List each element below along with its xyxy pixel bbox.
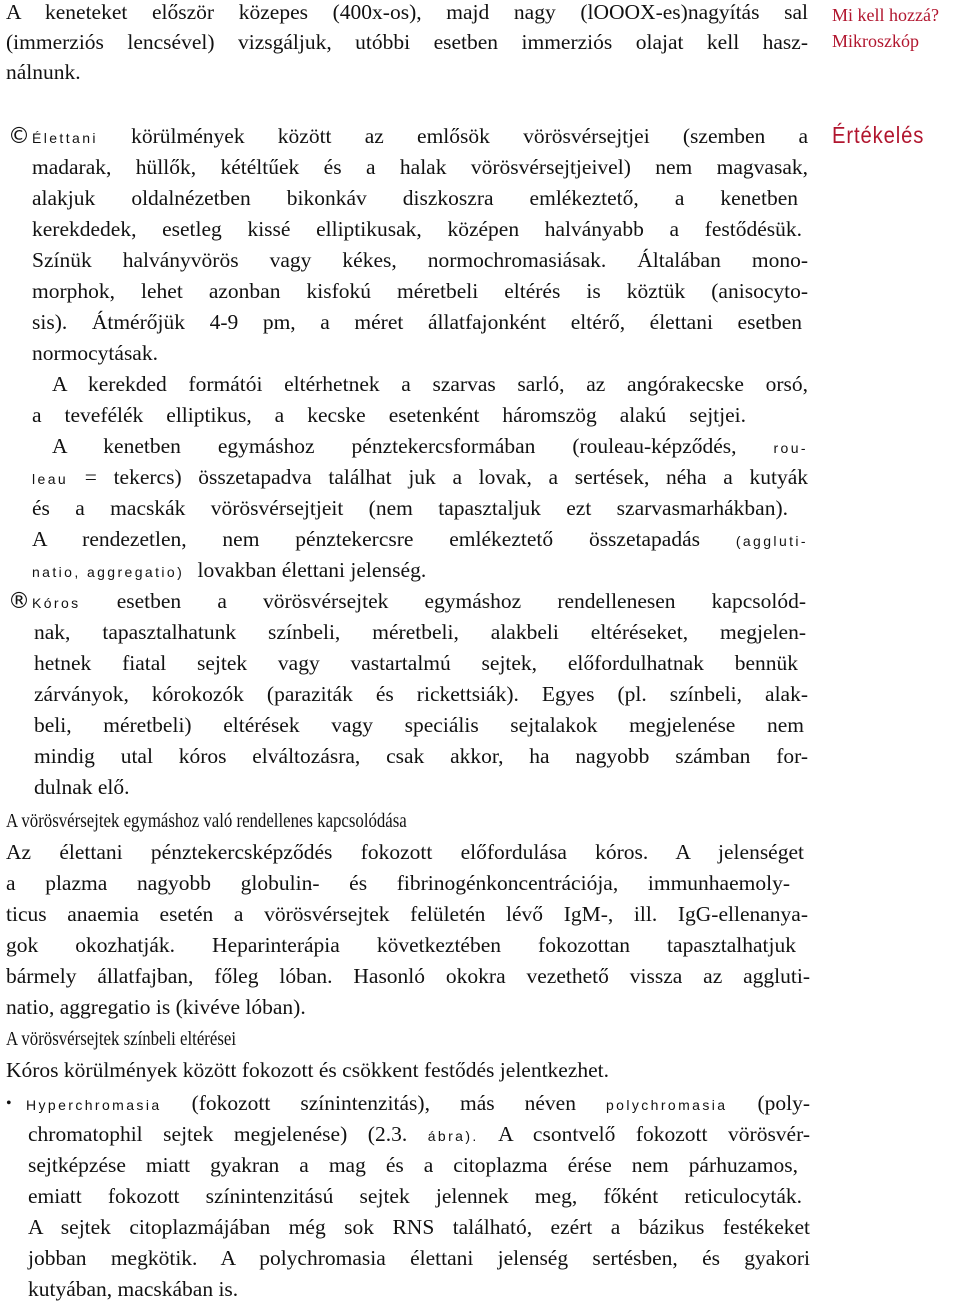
p5-line-4: emiatt fokozott színintenzitású sejtek jelennek meg, főként reticulocyták. [28, 1184, 802, 1208]
term-physiological: Élettani [32, 130, 98, 146]
p1-line-7: sis). Átmérőjük 4-9 pm, a méret állatfajonként eltérő, élettani esetben [32, 310, 802, 334]
p2-line-6: mindig utal kóros elváltozásra, csak akkor, ha nagyobb számban for- [34, 744, 808, 768]
p1-line-5: Színük halványvörös vagy kékes, normochromasiásak. Általában mono- [32, 248, 808, 272]
p1-line-4: kerekdedek, esetleg kissé elliptikusak, középen halványabb a festődésük. [32, 217, 802, 241]
bullet-icon: • [6, 1095, 12, 1112]
p1-line-6: morphok, lehet azonban kisfokú méretbeli eltérés is köztük (anisocyto- [32, 279, 808, 303]
p1-line-12: leau = tekercs) összetapadva találhat juk a lovak, a sertések, néha a kutyák [32, 465, 809, 489]
registered-marker-icon: ® [8, 589, 30, 614]
p2-line-4: zárványok, kórokozók (paraziták és rickettsiák). Egyes (pl. színbeli, alak- [34, 682, 808, 706]
p1-line-15: natio, aggregatio) lovakban élettani jelenség. [32, 558, 427, 582]
p1-line-1: Élettani körülmények között az emlősök vörösvérsejtjei (szemben a [32, 124, 809, 148]
copyright-marker-icon: © [8, 124, 30, 149]
p5-line-6: jobban megkötik. A polychromasia élettani jelenség sertésben, és gyakori [28, 1246, 810, 1270]
p1-line-3: alakjuk oldalnézetben bikonkáv diszkoszra emlékeztető, a kenetben [32, 186, 798, 210]
p1-line-13: és a macskák vörösvérsejtjeit (nem tapasztaljuk ezt szarvasmarhákban). [32, 496, 788, 520]
section-heading-abnormal-attachment: A vörösvérsejtek egymáshoz való rendellenes kapcsolódása [6, 810, 407, 832]
term-hyperchromasia: Hyperchromasia [26, 1097, 162, 1113]
margin-note-evaluation: Értékelés [832, 122, 925, 148]
p5-line-3: sejtképzése miatt gyakran a mag és a citoplazma érése nem párhuzamos, [28, 1153, 798, 1177]
p1-line-2: madarak, hüllők, kétéltűek és a halak vörösvérsejtjeivel) nem magvasak, [32, 155, 808, 179]
section-heading-color-deviations: A vörösvérsejtek színbeli eltérései [6, 1028, 237, 1050]
p4-line-1: Kóros körülmények között fokozott és csökkent festődés jelentkezhet. [6, 1058, 610, 1082]
intro-line-1: A keneteket először közepes (400x-os), majd nagy (lOOOX-es)nagyítás sal [6, 0, 808, 24]
p5-line-1: Hyperchromasia (fokozott színintenzitás), más néven polychromasia (poly- [26, 1091, 811, 1115]
p1-line-14: A rendezetlen, nem pénztekercsre emlékeztető összetapadás (aggluti- [32, 527, 808, 551]
p2-line-2: nak, tapasztalhatunk színbeli, méretbeli, alakbeli eltéréseket, megjelen- [34, 620, 806, 644]
p2-line-7: dulnak elő. [34, 775, 130, 799]
p5-line-7: kutyában, macskában is. [28, 1277, 239, 1301]
p2-line-3: hetnek fiatal sejtek vagy vastartalmú sejtek, előfordulhatnak bennük [34, 651, 798, 675]
p2-line-1: Kóros esetben a vörösvérsejtek egymáshoz rendellenesen kapcsolód- [32, 589, 807, 613]
p3-line-2: a plazma nagyobb globulin- és fibrinogénkoncentrációja, immunhaemoly- [6, 871, 790, 895]
p1-line-10: a tevefélék elliptikus, a kecske esetenként háromszög alakú sejtjei. [32, 403, 746, 427]
p5-line-2: chromatophil sejtek megjelenése) (2.3. ábra). A csontvelő fokozott vörösvér- [28, 1122, 810, 1146]
p3-line-5: bármely állatfajban, főleg lóban. Hasonló okokra vezethető vissza az aggluti- [6, 964, 810, 988]
p2-line-5: beli, méretbeli) eltérések vagy speciális sejtalakok megjelenése nem [34, 713, 804, 737]
intro-line-3: nálnunk. [6, 60, 81, 84]
p1-line-9: A kerekded formátói eltérhetnek a szarvas sarló, az angórakecske orsó, [52, 372, 808, 396]
p3-line-6: natio, aggregatio is (kivéve lóban). [6, 995, 306, 1019]
p3-line-3: ticus anaemia esetén a vörösvérsejtek felületén lévő IgM-, ill. IgG-ellenanya- [6, 902, 808, 926]
p5-line-5: A sejtek citoplazmájában még sok RNS található, ezért a bázikus festékeket [28, 1215, 810, 1239]
margin-note-microscope: Mikroszkóp [832, 31, 919, 51]
intro-line-2: (immerziós lencsével) vizsgáljuk, utóbbi esetben immerziós olajat kell hasz- [6, 30, 808, 54]
p3-line-1: Az élettani pénztekercsképződés fokozott előfordulása kóros. A jelenséget [6, 840, 804, 864]
p1-line-11: A kenetben egymáshoz pénztekercsformában (rouleau-képződés, rou- [52, 434, 808, 458]
term-pathological: Kóros [32, 595, 81, 611]
margin-note-what-needed: Mi kell hozzá? [832, 5, 939, 25]
p3-line-4: gok okozhatják. Heparinterápia következtében fokozottan tapasztalhatjuk [6, 933, 796, 957]
p1-line-8: normocytásak. [32, 341, 158, 365]
